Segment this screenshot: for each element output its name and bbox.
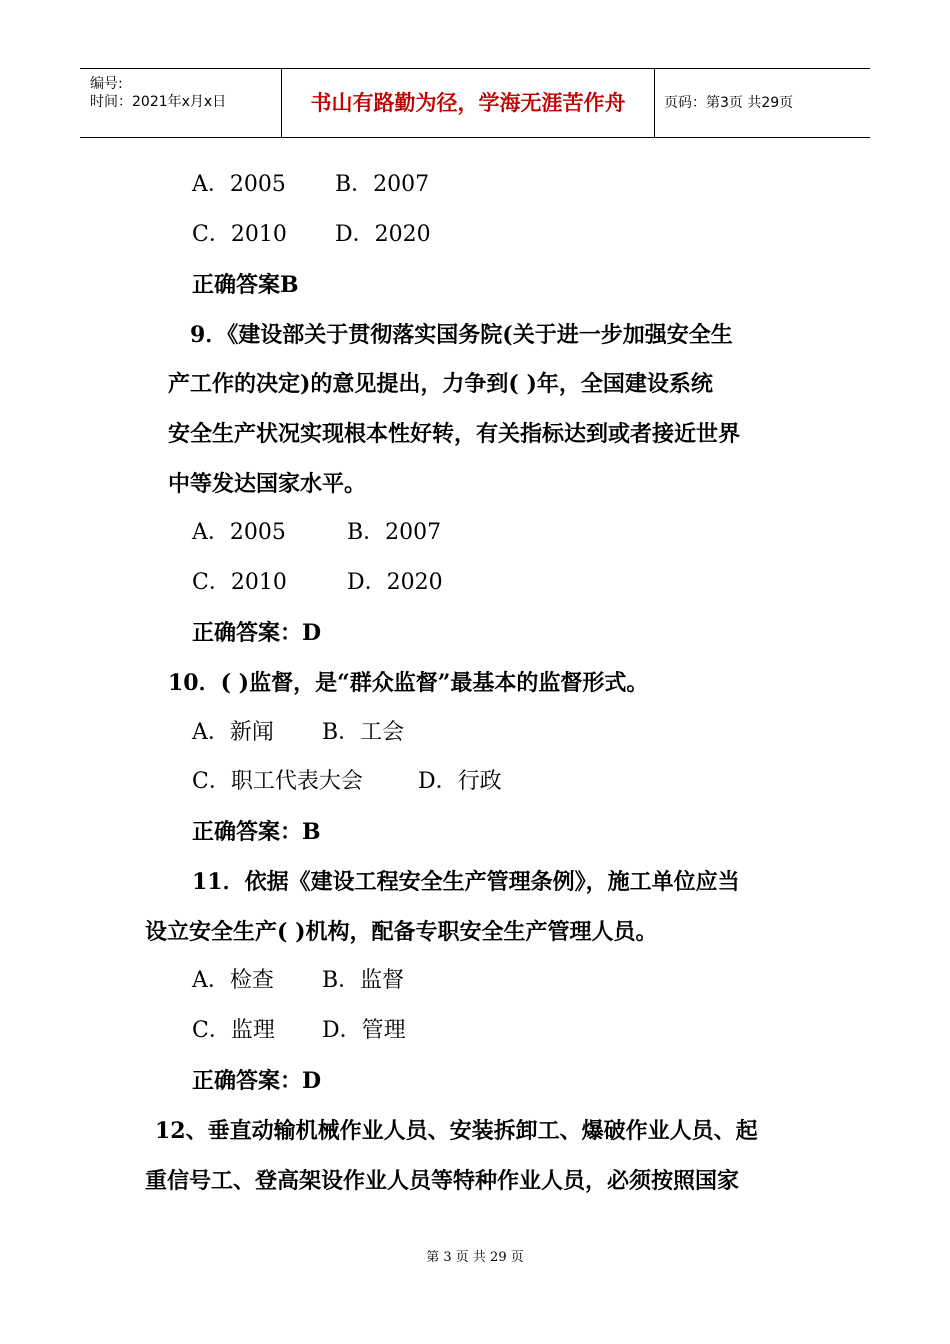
q10-option-b: B．工会 xyxy=(322,720,405,745)
q9-option-c: C．2010 xyxy=(192,570,287,595)
q8-answer: 正确答案B xyxy=(192,272,299,298)
q11-line-2: 设立安全生产( )机构，配备专职安全生产管理人员。 xyxy=(145,919,658,945)
q11-answer: 正确答案：D xyxy=(192,1068,322,1094)
q8-option-a: A．2005 xyxy=(192,172,286,197)
q8-option-b: B．2007 xyxy=(335,172,430,197)
q9-answer: 正确答案：D xyxy=(192,620,322,646)
time-label: 时间：2021年x月x日 xyxy=(90,94,227,110)
q12-line-1: 12、垂直动输机械作业人员、安装拆卸工、爆破作业人员、起 xyxy=(155,1118,758,1144)
header-motto: 书山有路勤为径，学海无涯苦作舟 xyxy=(282,69,655,137)
q10-answer: 正确答案：B xyxy=(192,819,321,845)
q10-option-c: C．职工代表大会 xyxy=(192,769,363,794)
header-page-info: 页码：第3页 共29页 xyxy=(664,95,794,111)
q11-option-d: D．管理 xyxy=(322,1018,406,1043)
q9-line-3: 安全生产状况实现根本性好转，有关指标达到或者接近世界 xyxy=(168,421,741,447)
document-header xyxy=(80,68,870,138)
q9-option-b: B．2007 xyxy=(347,520,442,545)
q8-option-d: D．2020 xyxy=(335,222,431,247)
q11-line-1: 11．依据《建设工程安全生产管理条例》，施工单位应当 xyxy=(192,869,740,895)
q11-option-b: B．监督 xyxy=(322,968,405,993)
q9-option-d: D．2020 xyxy=(347,570,443,595)
q9-option-a: A．2005 xyxy=(192,520,286,545)
q10-option-a: A．新闻 xyxy=(192,720,274,745)
q8-option-c: C．2010 xyxy=(192,222,287,247)
q10-line-1: 10．( )监督，是“群众监督”最基本的监督形式。 xyxy=(168,670,649,696)
q9-line-1: 9．《建设部关于贯彻落实国务院(关于进一步加强安全生 xyxy=(190,322,733,348)
page-footer: 第 3 页 共 29 页 xyxy=(426,1250,524,1265)
q11-option-a: A．检查 xyxy=(192,968,274,993)
q12-line-2: 重信号工、登高架设作业人员等特种作业人员，必须按照国家 xyxy=(145,1168,740,1194)
number-label: 编号: xyxy=(90,76,123,92)
q9-line-4: 中等发达国家水平。 xyxy=(168,471,367,497)
header-meta-cell xyxy=(80,69,282,137)
q10-option-d: D．行政 xyxy=(418,769,502,794)
q9-line-2: 产工作的决定)的意见提出，力争到( )年，全国建设系统 xyxy=(168,371,713,397)
q11-option-c: C．监理 xyxy=(192,1018,275,1043)
